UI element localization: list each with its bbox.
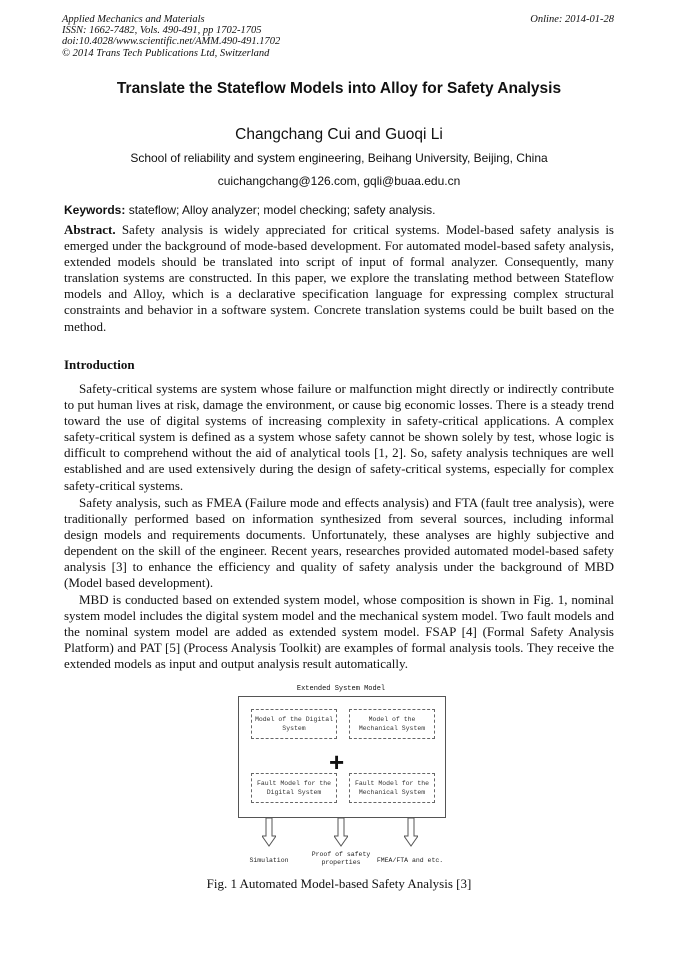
output-simulation: Simulation (249, 857, 289, 864)
keywords-label: Keywords: (64, 203, 126, 217)
extended-system-model-box (238, 696, 446, 818)
figure-caption: Fig. 1 Automated Model-based Safety Analysis [3] (206, 876, 472, 891)
down-arrow-icon (334, 818, 348, 848)
doi-line: doi:10.4028/www.scientific.net/AMM.490-491.1702 (62, 36, 281, 48)
figure-1 (238, 685, 446, 873)
mechanical-fault-model-box: Fault Model for the Mechanical System (349, 773, 435, 803)
plus-sign: + (329, 747, 345, 777)
intro-paragraph-2: Safety analysis, such as FMEA (Failure mode and effects analysis) and FTA (fault tree analysis), were traditionally performed based on information synthesized from several sources, including informal design models and requirements documents. Unfortunately, these analyses are highly subjective and dependent on the skill of the engineer. Recent years, researches provided automated model-based safety analysis [3] to enhance the efficiency and quality of safety analysis under the background of MBD (Model based development). (64, 495, 614, 591)
copyright-line: © 2014 Trans Tech Publications Ltd, Switzerland (62, 47, 270, 59)
section-heading-introduction: Introduction (64, 357, 135, 372)
journal-header (62, 14, 614, 59)
paper-title: Translate the Stateflow Models into Alloy for Safety Analysis (116, 80, 562, 97)
mechanical-system-model-box: Model of the Mechanical System (349, 709, 435, 739)
keywords-text: stateflow; Alloy analyzer; model checking; safety analysis. (125, 203, 436, 217)
intro-paragraph-1: Safety-critical systems are system whose failure or malfunction might directly or indirectly contribute to put human lives at risk, damage the environment, or cause big economic losses. There is a steady trend toward the use of digital systems of increasing complexity in safety-critical applications. A complex safety-critical system is defined as a system whose safety cannot be shown solely by test, whose logic is difficult to comprehend without the aid of analytical tools [1, 2]. So, safety analysis techniques are well established and are used extensively during the design of safety-critical systems, especially for complex safety-critical systems. (64, 381, 614, 493)
output-fmea-fta: FMEA/FTA and etc. (376, 857, 444, 864)
intro-paragraph-3: MBD is conducted based on extended system model, whose composition is shown in Fig. 1, nominal system model includes the digital system model and the mechanical system model. Two fault models and the nominal system model are added as extended system model. FSAP [4] (Formal Safety Analysis Platform) and PAT [5] (Process Analysis Toolkit) are examples of formal analysis tools. They receive the extended models as input and output analysis result automatically. (64, 592, 614, 672)
digital-fault-model-box: Fault Model for the Digital System (251, 773, 337, 803)
journal-name: Applied Mechanics and Materials (62, 14, 205, 25)
figure-outer-title: Extended System Model (296, 685, 386, 693)
output-proof-of-safety: Proof of safety properties (311, 851, 371, 866)
abstract-text: Safety analysis is widely appreciated for critical systems. Model-based safety analysis is emerged under the background of mode-based development. For automated model-based safety analysis, extended models should be translated into script of input of formal analyzer. Consequently, many translation systems are constructed. In this paper, we explore the translating method between Stateflow models and Alloy, which is a declarative specification language for expressing complex structural constraints and behavior in a software system. Concrete translation systems could be built based on the method. (64, 222, 614, 334)
emails: cuichangchang@126.com, gqli@buaa.edu.cn (217, 174, 461, 188)
issn-line: ISSN: 1662-7482, Vols. 490-491, pp 1702-1705 (62, 25, 262, 37)
online-date: Online: 2014-01-28 (530, 14, 614, 25)
digital-system-model-box: Model of the Digital System (251, 709, 337, 739)
authors: Changchang Cui and Guoqi Li (235, 126, 443, 143)
abstract (64, 222, 614, 335)
down-arrow-icon (262, 818, 276, 848)
affiliation: School of reliability and system engineering, Beihang University, Beijing, China (130, 151, 548, 165)
keywords (64, 203, 616, 217)
down-arrow-icon (404, 818, 418, 848)
abstract-label: Abstract. (64, 222, 116, 237)
